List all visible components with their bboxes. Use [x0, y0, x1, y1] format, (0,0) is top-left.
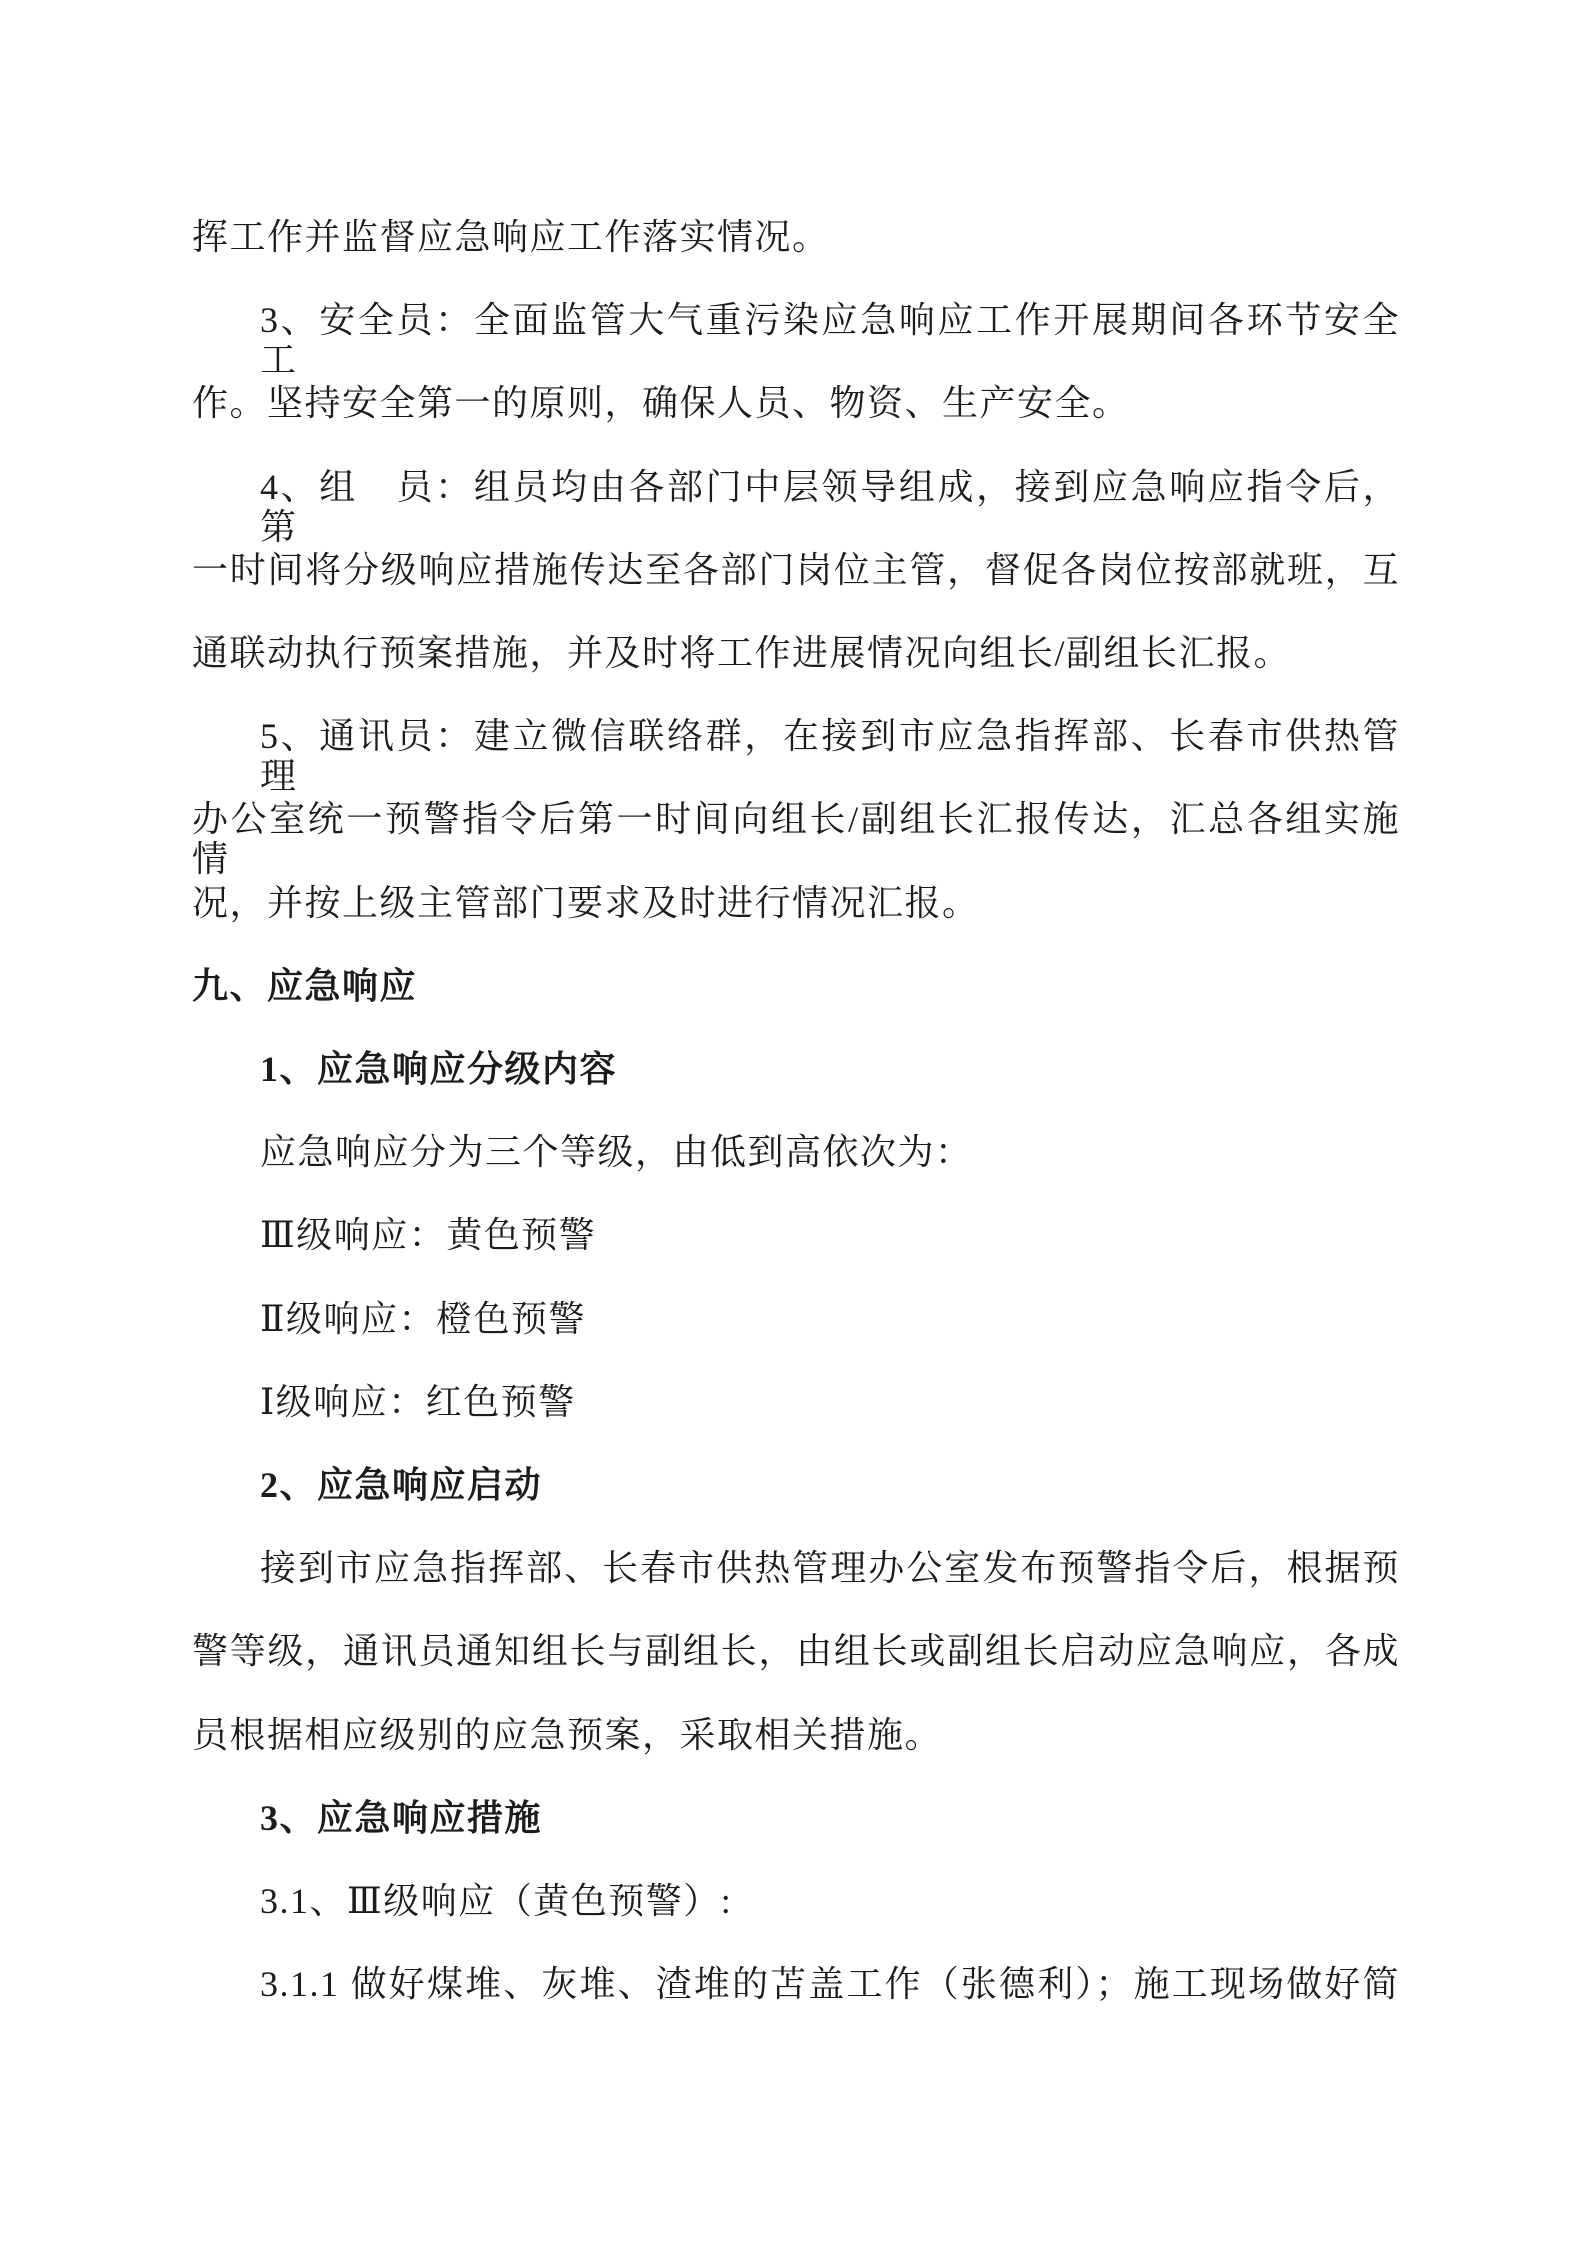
heading-9-2-response-activation: 2、应急响应启动 [260, 1465, 543, 1505]
line-cont-communicator-1: 办公室统一预警指令后第一时间向组长/副组长汇报传达，汇总各组实施情 [192, 799, 1400, 879]
line-activation-1: 接到市应急指挥部、长春市供热管理办公室发布预警指令后，根据预 [260, 1548, 1400, 1588]
line-level-ii-orange: Ⅱ级响应：橙色预警 [260, 1299, 586, 1339]
para-5-communicator: 5、通讯员：建立微信联络群，在接到市应急指挥部、长春市供热管理 [260, 716, 1400, 796]
para-4-members: 4、组 员：组员均由各部门中层领导组成，接到应急响应指令后，第 [260, 467, 1400, 547]
line-cont-members-1: 一时间将分级响应措施传达至各部门岗位主管，督促各岗位按部就班，互 [192, 550, 1400, 590]
line-levels-intro: 应急响应分为三个等级，由低到高依次为： [260, 1132, 973, 1172]
para-3-safety-officer: 3、安全员：全面监管大气重污染应急响应工作开展期间各环节安全工 [260, 300, 1400, 380]
line-3-1-1-measure: 3.1.1 做好煤堆、灰堆、渣堆的苫盖工作（张德利）；施工现场做好简 [260, 1964, 1400, 2004]
line-cont-communicator-2: 况，并按上级主管部门要求及时进行情况汇报。 [192, 883, 980, 923]
line-level-i-red: Ⅰ级响应：红色预警 [260, 1382, 576, 1422]
line-activation-3: 员根据相应级别的应急预案，采取相关措施。 [192, 1715, 943, 1755]
line-cont-supervision: 挥工作并监督应急响应工作落实情况。 [192, 217, 830, 257]
line-3-1-level-iii-heading: 3.1、Ⅲ级响应（黄色预警）: [260, 1881, 733, 1921]
heading-9-emergency-response: 九、应急响应 [192, 966, 418, 1006]
line-level-iii-yellow: Ⅲ级响应：黄色预警 [260, 1215, 597, 1255]
heading-9-3-response-measures: 3、应急响应措施 [260, 1798, 543, 1838]
line-cont-members-2: 通联动执行预案措施，并及时将工作进展情况向组长/副组长汇报。 [192, 633, 1292, 673]
heading-9-1-response-levels: 1、应急响应分级内容 [260, 1049, 618, 1089]
line-cont-safety: 作。坚持安全第一的原则，确保人员、物资、生产安全。 [192, 383, 1130, 423]
line-activation-2: 警等级，通讯员通知组长与副组长，由组长或副组长启动应急响应，各成 [192, 1631, 1400, 1671]
